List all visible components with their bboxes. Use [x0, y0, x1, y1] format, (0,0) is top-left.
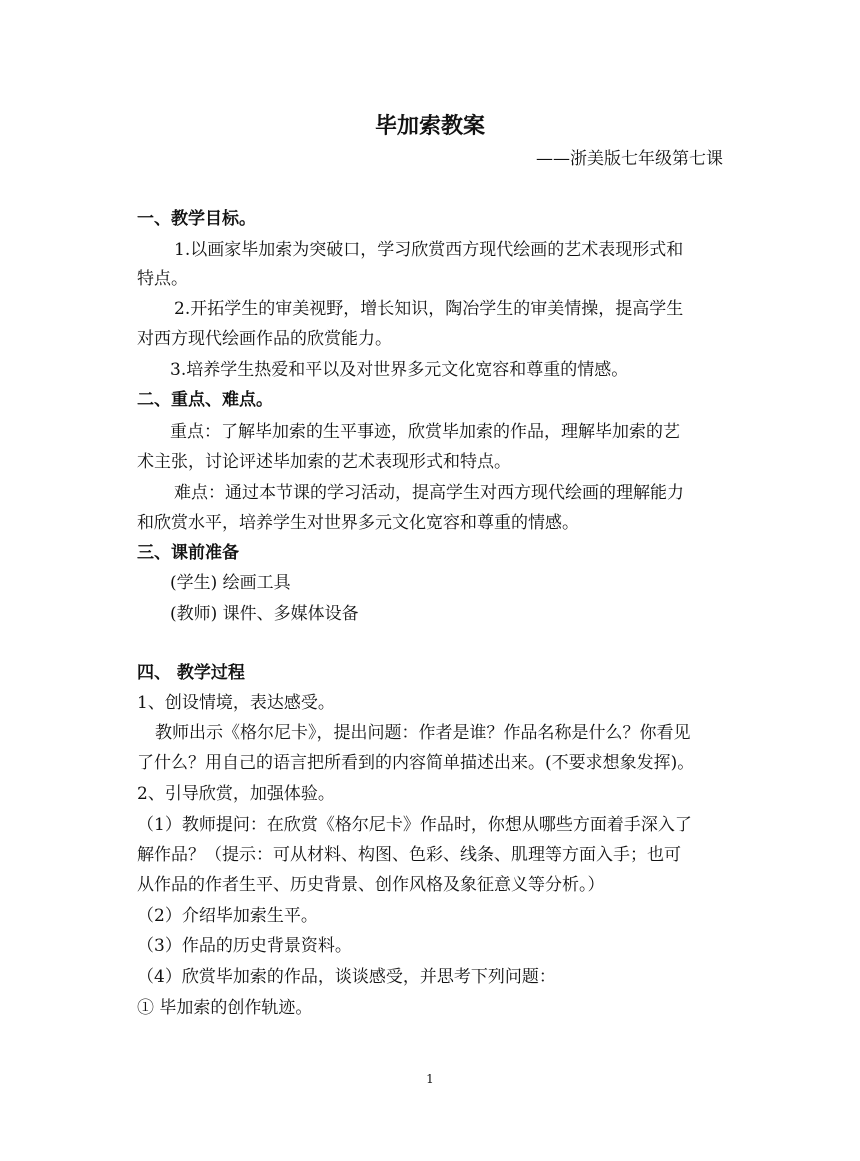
process-step-2-q1-line-1: （1）教师提问：在欣赏《格尔尼卡》作品时，你想从哪些方面着手深入了 — [137, 815, 692, 835]
section-heading-objectives: 一、教学目标。 — [137, 209, 256, 229]
process-step-1: 1、创设情境，表达感受。 — [137, 693, 335, 713]
section-heading-process: 四、 教学过程 — [137, 663, 245, 683]
difficulty-line-1: 难点：通过本节课的学习活动，提高学生对西方现代绘画的理解能力 — [174, 483, 684, 503]
process-step-2-q4-item-1: ① 毕加索的创作轨迹。 — [137, 998, 313, 1018]
process-step-1-text-line-2: 了什么？用自己的语言把所看到的内容简单描述出来。(不要求想象发挥)。 — [137, 753, 695, 773]
objective-1-line-2: 特点。 — [137, 269, 188, 289]
process-step-2-q2: （2）介绍毕加索生平。 — [137, 906, 318, 926]
objective-2-line-2: 对西方现代绘画作品的欣赏能力。 — [137, 329, 392, 349]
key-point-line-1: 重点：了解毕加索的生平事迹，欣赏毕加索的作品，理解毕加索的艺 — [170, 422, 680, 442]
process-step-2-q1-line-3: 从作品的作者生平、历史背景、创作风格及象征意义等分析。） — [137, 875, 605, 895]
process-step-2-q3: （3）作品的历史背景资料。 — [137, 936, 352, 956]
process-step-2-q4: （4）欣赏毕加索的作品，谈谈感受，并思考下列问题： — [137, 967, 556, 987]
document-title: 毕加索教案 — [374, 114, 485, 139]
key-point-line-2: 术主张，讨论评述毕加索的艺术表现形式和特点。 — [137, 452, 511, 472]
objective-3-line-1: 3.培养学生热爱和平以及对世界多元文化宽容和尊重的情感。 — [170, 360, 629, 380]
objective-1-line-1: 1.以画家毕加索为突破口，学习欣赏西方现代绘画的艺术表现形式和 — [174, 240, 684, 260]
process-step-1-text-line-1: 教师出示《格尔尼卡》，提出问题：作者是谁？作品名称是什么？你看见 — [155, 723, 691, 743]
section-heading-preparation: 三、课前准备 — [137, 543, 239, 563]
process-step-2-q1-line-2: 解作品？（提示：可从材料、构图、色彩、线条、肌理等方面入手；也可 — [137, 845, 681, 865]
document-subtitle: ——浙美版七年级第七课 — [536, 149, 723, 169]
preparation-students: (学生) 绘画工具 — [170, 573, 291, 593]
objective-2-line-1: 2.开拓学生的审美视野，增长知识，陶冶学生的审美情操，提高学生 — [174, 299, 684, 319]
process-step-2: 2、引导欣赏，加强体验。 — [137, 784, 335, 804]
difficulty-line-2: 和欣赏水平，培养学生对世界多元文化宽容和尊重的情感。 — [137, 513, 579, 533]
page-number: 1 — [426, 1072, 434, 1086]
preparation-teacher: (教师) 课件、多媒体设备 — [170, 604, 359, 624]
section-heading-key-points: 二、重点、难点。 — [137, 390, 273, 410]
